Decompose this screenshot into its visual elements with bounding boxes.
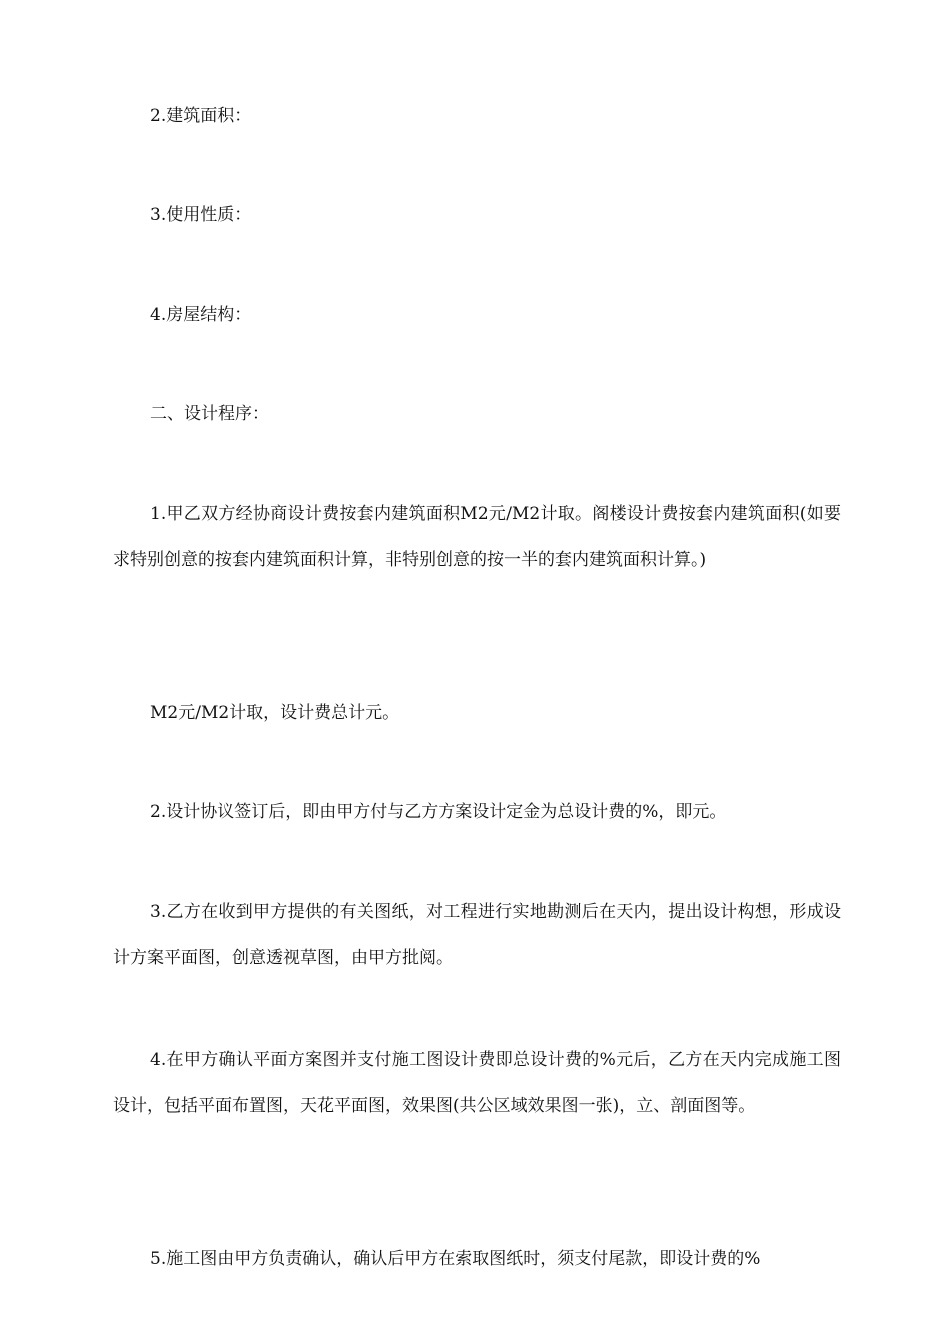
clause-3-design-concept: 3.乙方在收到甲方提供的有关图纸，对工程进行实地勘测后在天内，提出设计构想，形成设计方案平面图，创意透视草图，由甲方批阅。 bbox=[113, 902, 841, 968]
section-heading-design-procedure: 二、设计程序： bbox=[150, 404, 269, 424]
item-house-structure: 4.房屋结构： bbox=[150, 305, 252, 325]
clause-2-deposit: 2.设计协议签订后，即由甲方付与乙方方案设计定金为总设计费的%，即元。 bbox=[150, 802, 727, 822]
item-building-area: 2.建筑面积： bbox=[150, 106, 252, 126]
clause-1-design-fee: 1.甲乙双方经协商设计费按套内建筑面积M2元/M2计取。阁楼设计费按套内建筑面积(如要求特别创意的按套内建筑面积计算，非特别创意的按一半的套内建筑面积计算。) bbox=[113, 504, 841, 570]
clause-4-construction-drawings: 4.在甲方确认平面方案图并支付施工图设计费即总设计费的%元后，乙方在天内完成施工图设计，包括平面布置图，天花平面图，效果图(共公区域效果图一张)，立、剖面图等。 bbox=[113, 1050, 841, 1116]
item-usage-nature: 3.使用性质： bbox=[150, 205, 252, 225]
clause-5-confirmation: 5.施工图由甲方负责确认，确认后甲方在索取图纸时，须支付尾款，即设计费的% bbox=[150, 1249, 761, 1269]
clause-1-continued: M2元/M2计取，设计费总计元。 bbox=[150, 703, 400, 723]
